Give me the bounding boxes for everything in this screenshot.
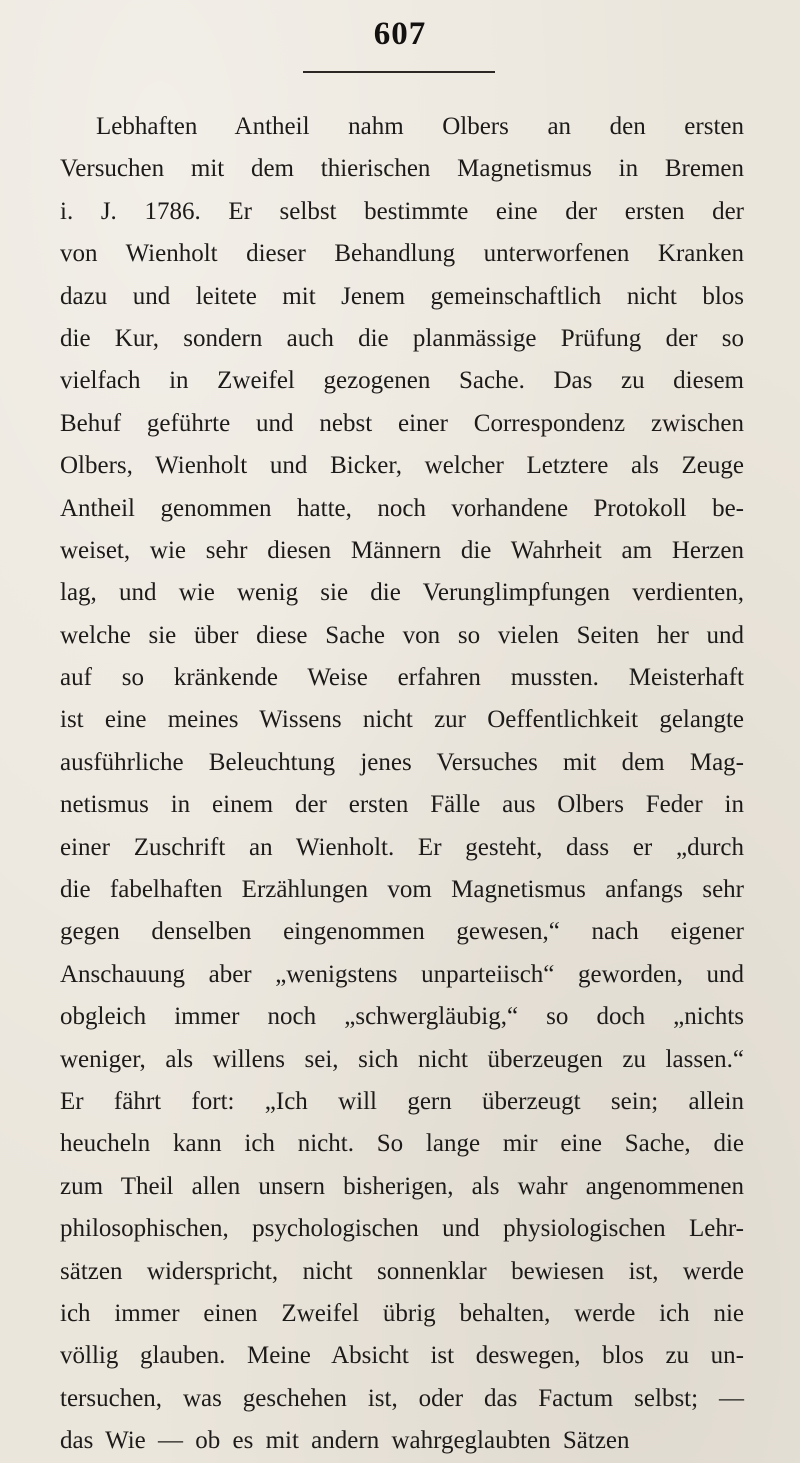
text-line: weiset, wie sehr diesen Männern die Wahrheit am Herzen: [60, 536, 744, 564]
text-line: völlig glauben. Meine Absicht ist deswegen, blos zu un-: [60, 1342, 744, 1370]
text-line: philosophischen, psychologischen und physiologischen Lehr-: [60, 1215, 744, 1243]
header-rule: [303, 71, 495, 73]
text-line: das Wie — ob es mit andern wahrgeglaubten Sätzen: [60, 1427, 630, 1455]
text-line: Olbers, Wienholt und Bicker, welcher Letztere als Zeuge: [60, 452, 744, 480]
text-line: Behuf geführte und nebst einer Correspondenz zwischen: [60, 409, 744, 437]
text-line: obgleich immer noch „schwergläubig,“ so doch „nichts: [60, 1003, 744, 1031]
text-line: Lebhaften Antheil nahm Olbers an den ersten: [96, 113, 744, 140]
text-line: gegen denselben eingenommen gewesen,“ nach eigener: [60, 918, 744, 946]
text-line: die fabelhaften Erzählungen vom Magnetismus anfangs sehr: [60, 876, 744, 904]
text-line: die Kur, sondern auch die planmässige Prüfung der so: [60, 324, 744, 352]
text-line: Er fährt fort: „Ich will gern überzeugt sein; allein: [60, 1087, 744, 1115]
text-line: i. J. 1786. Er selbst bestimmte eine der ersten der: [60, 197, 744, 225]
body-text: [60, 106, 744, 1463]
text-line: tersuchen, was geschehen ist, oder das Factum selbst; —: [60, 1384, 744, 1412]
text-line: weniger, als willens sei, sich nicht überzeugen zu lassen.“: [60, 1045, 744, 1073]
page-number: 607: [373, 16, 427, 52]
text-line: ausführliche Beleuchtung jenes Versuches mit dem Mag-: [60, 748, 744, 776]
text-line: Antheil genommen hatte, noch vorhandene Protokoll be-: [60, 494, 744, 522]
text-line: ist eine meines Wissens nicht zur Oeffentlichkeit gelangte: [60, 706, 744, 734]
text-line: Anschauung aber „wenigstens unparteiisch“ geworden, und: [60, 960, 744, 988]
text-line: einer Zuschrift an Wienholt. Er gesteht, dass er „durch: [60, 833, 744, 861]
text-line: ich immer einen Zweifel übrig behalten, werde ich nie: [60, 1299, 744, 1327]
text-line: zum Theil allen unsern bisherigen, als wahr angenommenen: [60, 1172, 744, 1200]
text-line: sätzen widerspricht, nicht sonnenklar bewiesen ist, werde: [60, 1257, 744, 1285]
text-line: heucheln kann ich nicht. So lange mir eine Sache, die: [60, 1130, 744, 1158]
text-line: auf so kränkende Weise erfahren mussten. Meisterhaft: [60, 664, 744, 692]
text-line: vielfach in Zweifel gezogenen Sache. Das zu diesem: [60, 367, 744, 395]
text-line: dazu und leitete mit Jenem gemeinschaftlich nicht blos: [60, 282, 744, 310]
text-line: lag, und wie wenig sie die Verunglimpfungen verdienten,: [60, 579, 744, 607]
text-line: welche sie über diese Sache von so vielen Seiten her und: [60, 621, 744, 649]
text-line: netismus in einem der ersten Fälle aus Olbers Feder in: [60, 791, 744, 819]
text-line: von Wienholt dieser Behandlung unterworfenen Kranken: [60, 240, 744, 268]
text-line: Versuchen mit dem thierischen Magnetismus in Bremen: [60, 155, 744, 183]
